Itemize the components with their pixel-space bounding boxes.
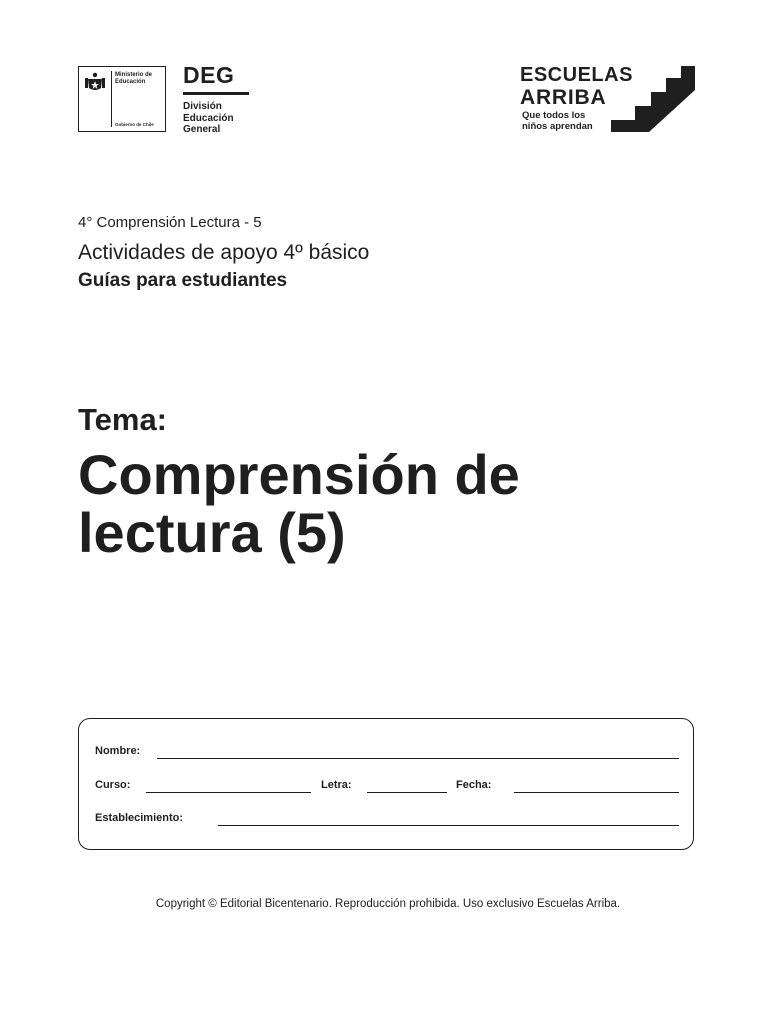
ministry-name: Ministerio de Educación (115, 72, 153, 85)
activities-title: Actividades de apoyo 4º básico (78, 241, 370, 264)
chile-coat-of-arms-icon (83, 71, 107, 93)
course-code: 4° Comprensión Lectura - 5 (78, 214, 262, 231)
copyright-notice: Copyright © Editorial Bicentenario. Reproducción prohibida. Uso exclusivo Escuelas Arriba. (155, 898, 621, 910)
deg-acronym: DEG (183, 62, 235, 88)
deg-rule (183, 92, 249, 95)
student-info-form (78, 718, 694, 850)
escuelas-arriba-tagline: Que todos los niños aprendan (522, 110, 593, 132)
fecha-field[interactable] (514, 792, 679, 793)
escuelas-arriba-line2: ARRIBA (520, 86, 607, 109)
tema-label: Tema: (78, 402, 168, 437)
logo-divider (111, 71, 112, 127)
escuelas-arriba-stairs-icon (611, 66, 695, 132)
letra-label: Letra: (321, 779, 352, 791)
government-name: Gobierno de Chile (115, 122, 154, 127)
establecimiento-field[interactable] (218, 825, 679, 826)
topic-title-line2: lectura (5) (78, 501, 346, 564)
escuelas-arriba-line1: ESCUELAS (520, 64, 633, 86)
ministry-logo (78, 66, 166, 132)
topic-title-line1: Comprensión de (78, 443, 520, 506)
topic-title (78, 443, 718, 564)
deg-subtitle: División Educación General (183, 101, 234, 135)
nombre-field[interactable] (157, 758, 679, 759)
guides-subtitle: Guías para estudiantes (78, 270, 288, 291)
nombre-label: Nombre: (95, 745, 141, 757)
letra-field[interactable] (367, 792, 447, 793)
fecha-label: Fecha: (456, 779, 492, 791)
curso-label: Curso: (95, 779, 131, 791)
establecimiento-label: Establecimiento: (95, 812, 184, 824)
curso-field[interactable] (146, 792, 311, 793)
